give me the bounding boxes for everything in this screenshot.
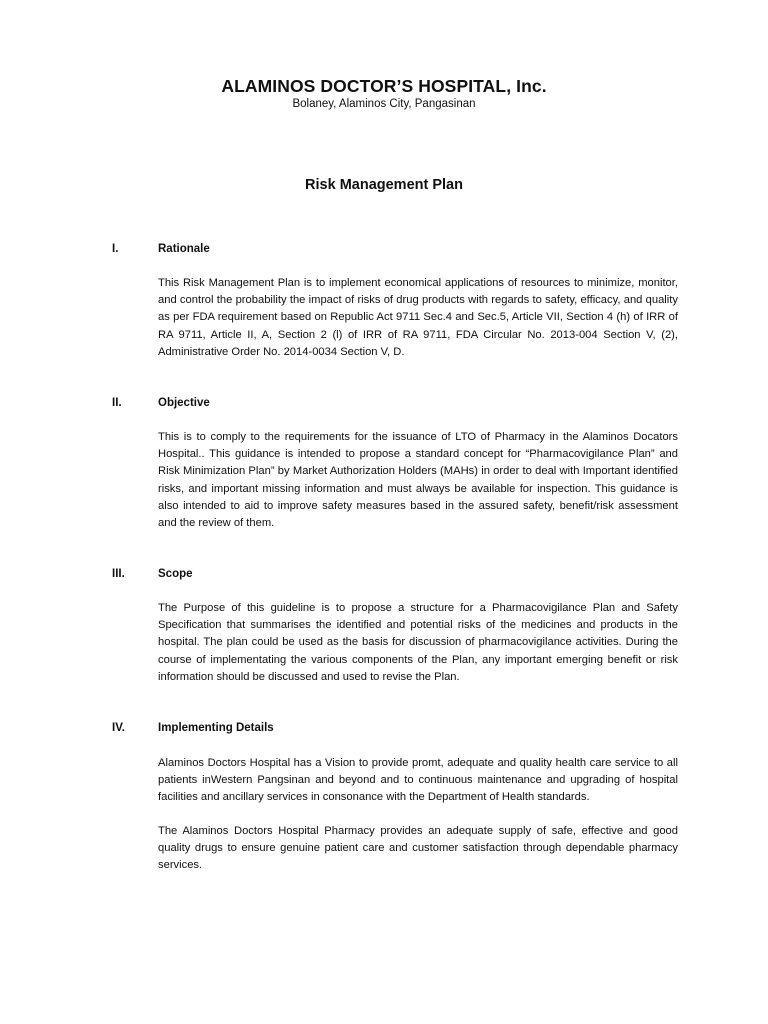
section-heading: Implementing Details [158, 722, 274, 734]
section-numeral: I. [112, 243, 119, 255]
section-paragraph: Alaminos Doctors Hospital has a Vision to provide promt, adequate and quality health care service to all patients inWestern Pangsinan and beyond and to continuous maintenance and upgrading of hospital facilities and ancillary services in consonance with the Department of Health standards. [158, 757, 678, 804]
section-header-rationale [0, 243, 768, 259]
organization-name: ALAMINOS DOCTOR’S HOSPITAL, Inc. [221, 76, 547, 96]
section-numeral: II. [112, 397, 122, 409]
organization-address: Bolaney, Alaminos City, Pangasinan [292, 98, 476, 110]
section-paragraph: The Purpose of this guideline is to propose a structure for a Pharmacovigilance Plan and Safety Specification that summarises the identified and potential risks of the medicines and products in the hospital. The plan could be used as the basis for discussion of pharmacovigilance activities. During the course of implementating the various components of the Plan, any important emerging benefit or risk information should be discussed and used to revise the Plan. [158, 602, 678, 683]
section-heading: Scope [158, 568, 193, 580]
section-header-scope [0, 568, 768, 584]
section-paragraph: This Risk Management Plan is to implement economical applications of resources to minimize, monitor, and control the probability the impact of risks of drug products with regards to safety, efficacy, and quality as per FDA requirement based on Republic Act 9711 Sec.4 and Sec.5, Article VII, Section 4 (h) of IRR of RA 9711, Article II, A, Section 2 (l) of IRR of RA 9711, FDA Circular No. 2013-004 Section V, (2), Administrative Order No. 2014-0034 Section V, D. [158, 277, 678, 358]
section-numeral: III. [112, 568, 125, 580]
document-title: Risk Management Plan [305, 177, 463, 193]
section-paragraph: This is to comply to the requirements for the issuance of LTO of Pharmacy in the Alaminos Docators Hospital.. This guidance is intended to propose a standard concept for “Pharmacovigilance Plan” and Risk Minimization Plan” by Market Authorization Holders (MAHs) in order to deal with Important identified risks, and important missing information and must always be available for inspection. This guidance is also intended to aid to improve safety measures based in the assured safety, benefit/risk assessment and the review of them. [158, 431, 678, 530]
section-numeral: IV. [112, 722, 126, 734]
section-heading: Rationale [158, 243, 210, 255]
section-header-implementing-details [0, 722, 768, 738]
section-paragraph: The Alaminos Doctors Hospital Pharmacy provides an adequate supply of safe, effective and good quality drugs to ensure genuine patient care and customer satisfaction through dependable pharmacy services. [158, 825, 678, 872]
section-header-objective [0, 397, 768, 413]
section-heading: Objective [158, 397, 210, 409]
